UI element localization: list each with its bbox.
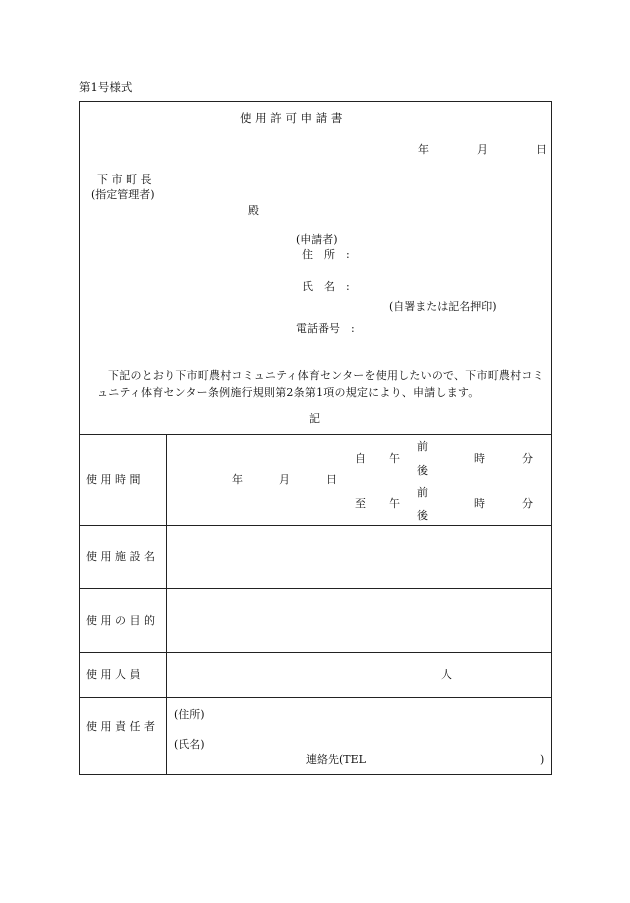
people-count-label: 使 用 人 員 [86, 668, 141, 681]
date-day-label: 日 [536, 143, 547, 156]
applicant-phone-label: 電話番号 : [296, 322, 355, 335]
date-month-label: 月 [477, 143, 488, 156]
from-hour: 時 [474, 452, 485, 465]
to-minute: 分 [522, 497, 533, 510]
manager-label: 使 用 責 任 者 [86, 720, 155, 733]
facility-name-field[interactable] [170, 529, 548, 585]
usage-time-label: 使 用 時 間 [86, 473, 141, 486]
manager-contact-close: ) [540, 753, 545, 766]
ki-heading: 記 [309, 412, 320, 425]
from-gozen: 前 [417, 440, 428, 453]
application-body-text [97, 367, 547, 401]
to-hour: 時 [474, 497, 485, 510]
usage-time-year: 年 [232, 473, 243, 486]
to-label: 至 [355, 497, 366, 510]
table-top-border [79, 434, 552, 435]
facility-name-label: 使 用 施 設 名 [86, 550, 155, 563]
document-title: 使 用 許 可 申 請 書 [240, 111, 343, 125]
from-minute: 分 [522, 452, 533, 465]
people-unit-label: 人 [441, 668, 452, 681]
purpose-field[interactable] [170, 592, 548, 648]
applicant-address-label: 住 所 : [302, 248, 350, 261]
people-count-field[interactable] [170, 656, 430, 694]
manager-name-label: (氏名) [174, 738, 205, 751]
date-year-label: 年 [418, 143, 429, 156]
to-go: 午 [389, 497, 400, 510]
addressee-line2: (指定管理者) [91, 188, 155, 201]
manager-contact-label: 連絡先(TEL [306, 753, 366, 766]
column-divider [166, 434, 167, 775]
usage-time-day: 日 [326, 473, 337, 486]
addressee-honorific: 殿 [248, 204, 259, 217]
to-gozen: 前 [417, 486, 428, 499]
addressee-line1: 下 市 町 長 [97, 173, 152, 186]
row-divider-1 [79, 525, 552, 526]
from-gogo: 後 [417, 464, 428, 477]
row-divider-2 [79, 588, 552, 589]
usage-time-month: 月 [279, 473, 290, 486]
applicant-header: (申請者) [296, 233, 338, 246]
manager-address-label: (住所) [174, 708, 205, 721]
from-go: 午 [389, 452, 400, 465]
applicant-seal-note: (自署または記名押印) [389, 300, 497, 313]
applicant-name-label: 氏 名 : [302, 280, 350, 293]
row-divider-4 [79, 697, 552, 698]
to-gogo: 後 [417, 509, 428, 522]
from-label: 自 [355, 452, 366, 465]
application-body-content: 下記のとおり下市町農村コミュニティ体育センターを使用したいので、下市町農村コミュニティ体育センター条例施行規則第2条第1項の規定により、申請します。 [97, 369, 544, 399]
purpose-label: 使 用 の 目 的 [86, 614, 155, 627]
row-divider-3 [79, 652, 552, 653]
form-number-label: 第1号様式 [79, 80, 133, 94]
